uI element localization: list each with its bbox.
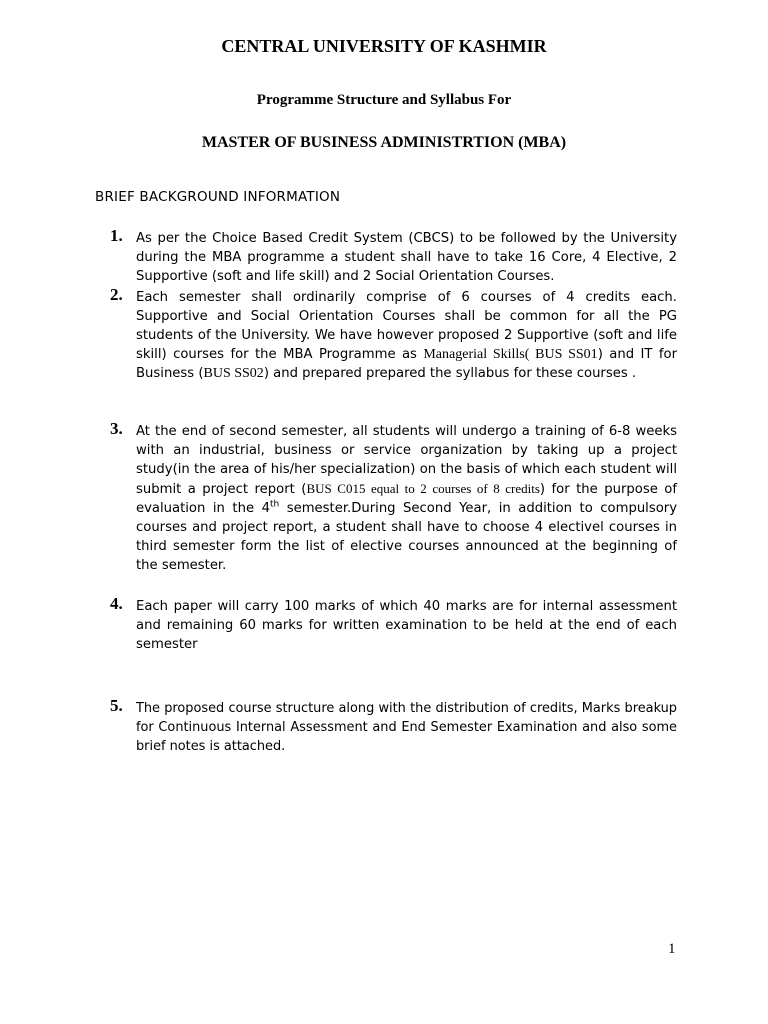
item-number: 1. [110, 226, 123, 245]
course-code: BUS C015 equal to 2 courses of 8 credits [306, 481, 540, 496]
item-text-part: semester.During Second Year, in addition to compulsory courses and project report, a student shall have to choose 4 electivel courses in third semester form the list of elective courses announced at the beginning of the semester. [136, 501, 678, 573]
item-text-part: ) for the purpose of evaluation in the 4 [136, 482, 677, 516]
ordinal-suffix: th [269, 499, 280, 510]
item-text-part: At the end of second semester, all students will undergo a training of 6-8 weeks with an industrial, business or service organization by taking up a project study(in the area of his/her specialization) on the basis of which each student will submit a project report ( [136, 424, 677, 497]
item-text: The proposed course structure along with the distribution of credits, Marks breakup for Continuous Internal Assessment and End Semester Examination and also some brief notes is attached. [136, 701, 677, 754]
course-code: BUS SS02 [203, 366, 264, 381]
page-number: 1 [668, 941, 676, 957]
item-text-part: ) and prepared prepared the syllabus for these courses . [263, 366, 637, 381]
item-text [136, 288, 677, 383]
item-number: 5. [110, 696, 123, 715]
item-text: As per the Choice Based Credit System (CBCS) to be followed by the University during the MBA programme a student shall have to take 16 Core, 4 Elective, 2 Supportive (soft and life skill) and 2 Social Orientation Courses. [136, 231, 677, 284]
item-text-part: ) and IT for Business ( [136, 347, 677, 381]
item-number: 2. [110, 285, 123, 304]
programme-title: MASTER OF BUSINESS ADMINISTRTION (MBA) [201, 134, 567, 151]
document-subtitle: Programme Structure and Syllabus For [256, 92, 512, 108]
item-number: 4. [110, 594, 123, 613]
university-title: CENTRAL UNIVERSITY OF KASHMIR [221, 36, 547, 56]
section-heading: BRIEF BACKGROUND INFORMATION [95, 189, 341, 205]
item-text: Each paper will carry 100 marks of which 40 marks are for internal assessment and remaining 60 marks for written examination to be held at the end of each semester [136, 599, 677, 652]
course-code: Managerial Skills( BUS SS01 [423, 347, 598, 362]
item-text [136, 422, 677, 575]
item-text-part: Each semester shall ordinarily comprise of 6 courses of 4 credits each. Supportive and Social Orientation Courses shall be common for all the PG students of the University. We have however proposed 2 Supportive (soft and life skill) courses for the MBA Programme as [136, 290, 677, 362]
item-number: 3. [110, 419, 123, 438]
